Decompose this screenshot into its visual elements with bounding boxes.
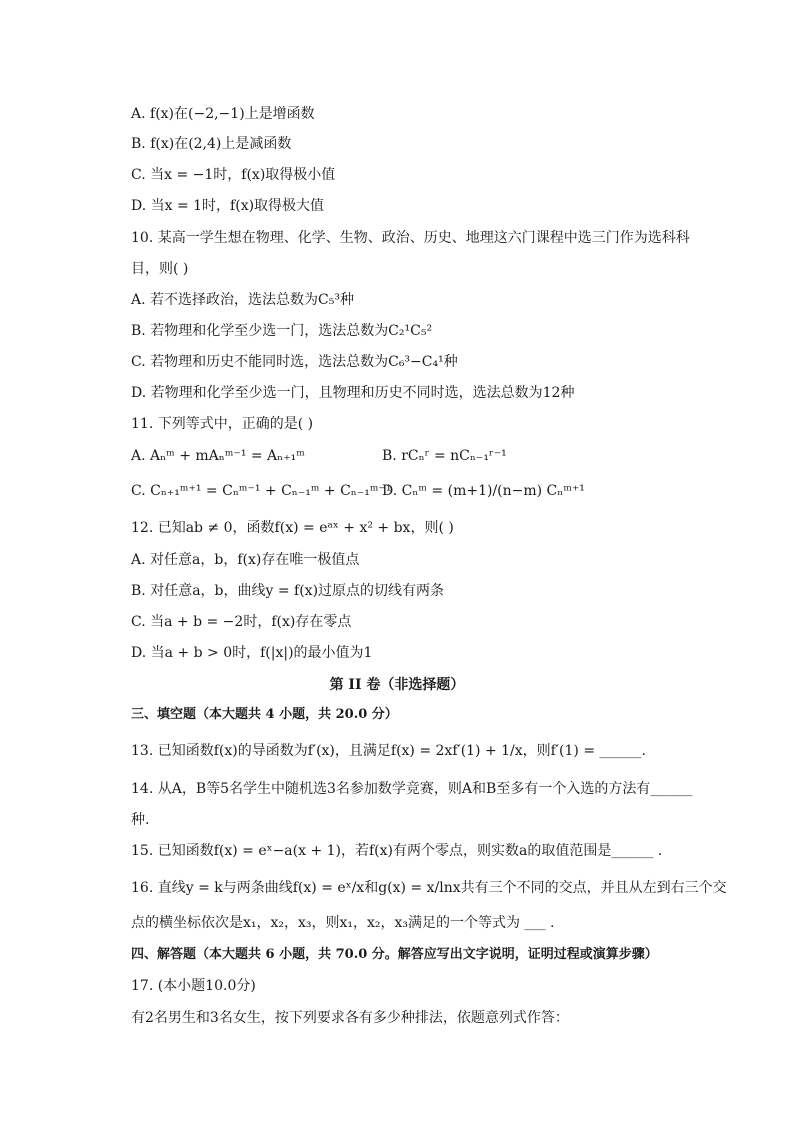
q10-stem-line1: 10. 某高一学生想在物理、化学、生物、政治、历史、地理这六门课程中选三门作为选科科 <box>131 230 690 246</box>
q12-option-a: A. 对任意a，b，f(x)存在唯一极值点 <box>131 552 360 568</box>
q16-line1: 16. 直线y = k与两条曲线f(x) = eˣ/x和g(x) = x/lnx共有三个不同的交点，并且从左到右三个交 <box>131 880 727 896</box>
q11-option-d: D. Cₙᵐ = (m+1)/(n−m) Cₙᵐ⁺¹ <box>382 483 585 499</box>
q12-option-b: B. 对任意a，b，曲线y = f(x)过原点的切线有两条 <box>131 583 445 599</box>
q9-option-d: D. 当x = 1时，f(x)取得极大值 <box>131 198 325 214</box>
q9-option-c: C. 当x = −1时，f(x)取得极小值 <box>131 167 336 183</box>
q10-option-a: A. 若不选择政治，选法总数为C₅³种 <box>131 292 354 308</box>
q11-option-a: A. Aₙᵐ + mAₙᵐ⁻¹ = Aₙ₊₁ᵐ <box>131 448 305 464</box>
part2-title: 第 II 卷（非选择题） <box>329 677 465 693</box>
section3-heading: 三、填空题（本大题共 4 小题，共 20.0 分） <box>131 707 398 722</box>
q13: 13. 已知函数f(x)的导函数为f′(x)，且满足f(x) = 2xf′(1) + 1/x，则f′(1) = ______. <box>131 743 646 759</box>
q9-option-a: A. f(x)在(−2,−1)上是增函数 <box>131 106 315 122</box>
q12-option-c: C. 当a + b = −2时，f(x)存在零点 <box>131 614 352 630</box>
q11-stem: 11. 下列等式中，正确的是( ) <box>131 416 314 432</box>
q12-option-d: D. 当a + b > 0时，f(|x|)的最小值为1 <box>131 645 373 661</box>
q17-stem: 17. (本小题10.0分) <box>131 978 256 994</box>
q14-line1: 14. 从A，B等5名学生中随机选3名参加数学竞赛，则A和B至多有一个入选的方法有______ <box>131 781 693 797</box>
q15: 15. 已知函数f(x) = eˣ−a(x + 1)，若f(x)有两个零点，则实数a的取值范围是______ . <box>131 843 663 859</box>
q10-stem-line2: 目，则( ) <box>131 261 189 277</box>
q10-option-b: B. 若物理和化学至少选一门，选法总数为C₂¹C₅² <box>131 323 433 339</box>
q11-option-b: B. rCₙʳ = nCₙ₋₁ʳ⁻¹ <box>382 448 507 464</box>
q10-option-c: C. 若物理和历史不能同时选，选法总数为C₆³−C₄¹种 <box>131 354 458 370</box>
q10-option-d: D. 若物理和化学至少选一门，且物理和历史不同时选，选法总数为12种 <box>131 385 575 401</box>
q11-option-c: C. Cₙ₊₁ᵐ⁺¹ = Cₙᵐ⁻¹ + Cₙ₋₁ᵐ + Cₙ₋₁ᵐ⁻¹ <box>131 483 392 499</box>
q14-line2: 种. <box>131 812 150 828</box>
q12-stem: 12. 已知ab ≠ 0，函数f(x) = eᵃˣ + x² + bx，则( ) <box>131 520 454 536</box>
q17-body: 有2名男生和3名女生，按下列要求各有多少种排法，依题意列式作答： <box>131 1010 569 1026</box>
q16-line2: 点的横坐标依次是x₁，x₂，x₃，则x₁，x₂，x₃满足的一个等式为 ___ . <box>131 915 555 931</box>
q9-option-b: B. f(x)在(2,4)上是减函数 <box>131 136 292 152</box>
section4-heading: 四、解答题（本大题共 6 小题，共 70.0 分。解答应写出文字说明，证明过程或演算步骤） <box>131 947 658 962</box>
